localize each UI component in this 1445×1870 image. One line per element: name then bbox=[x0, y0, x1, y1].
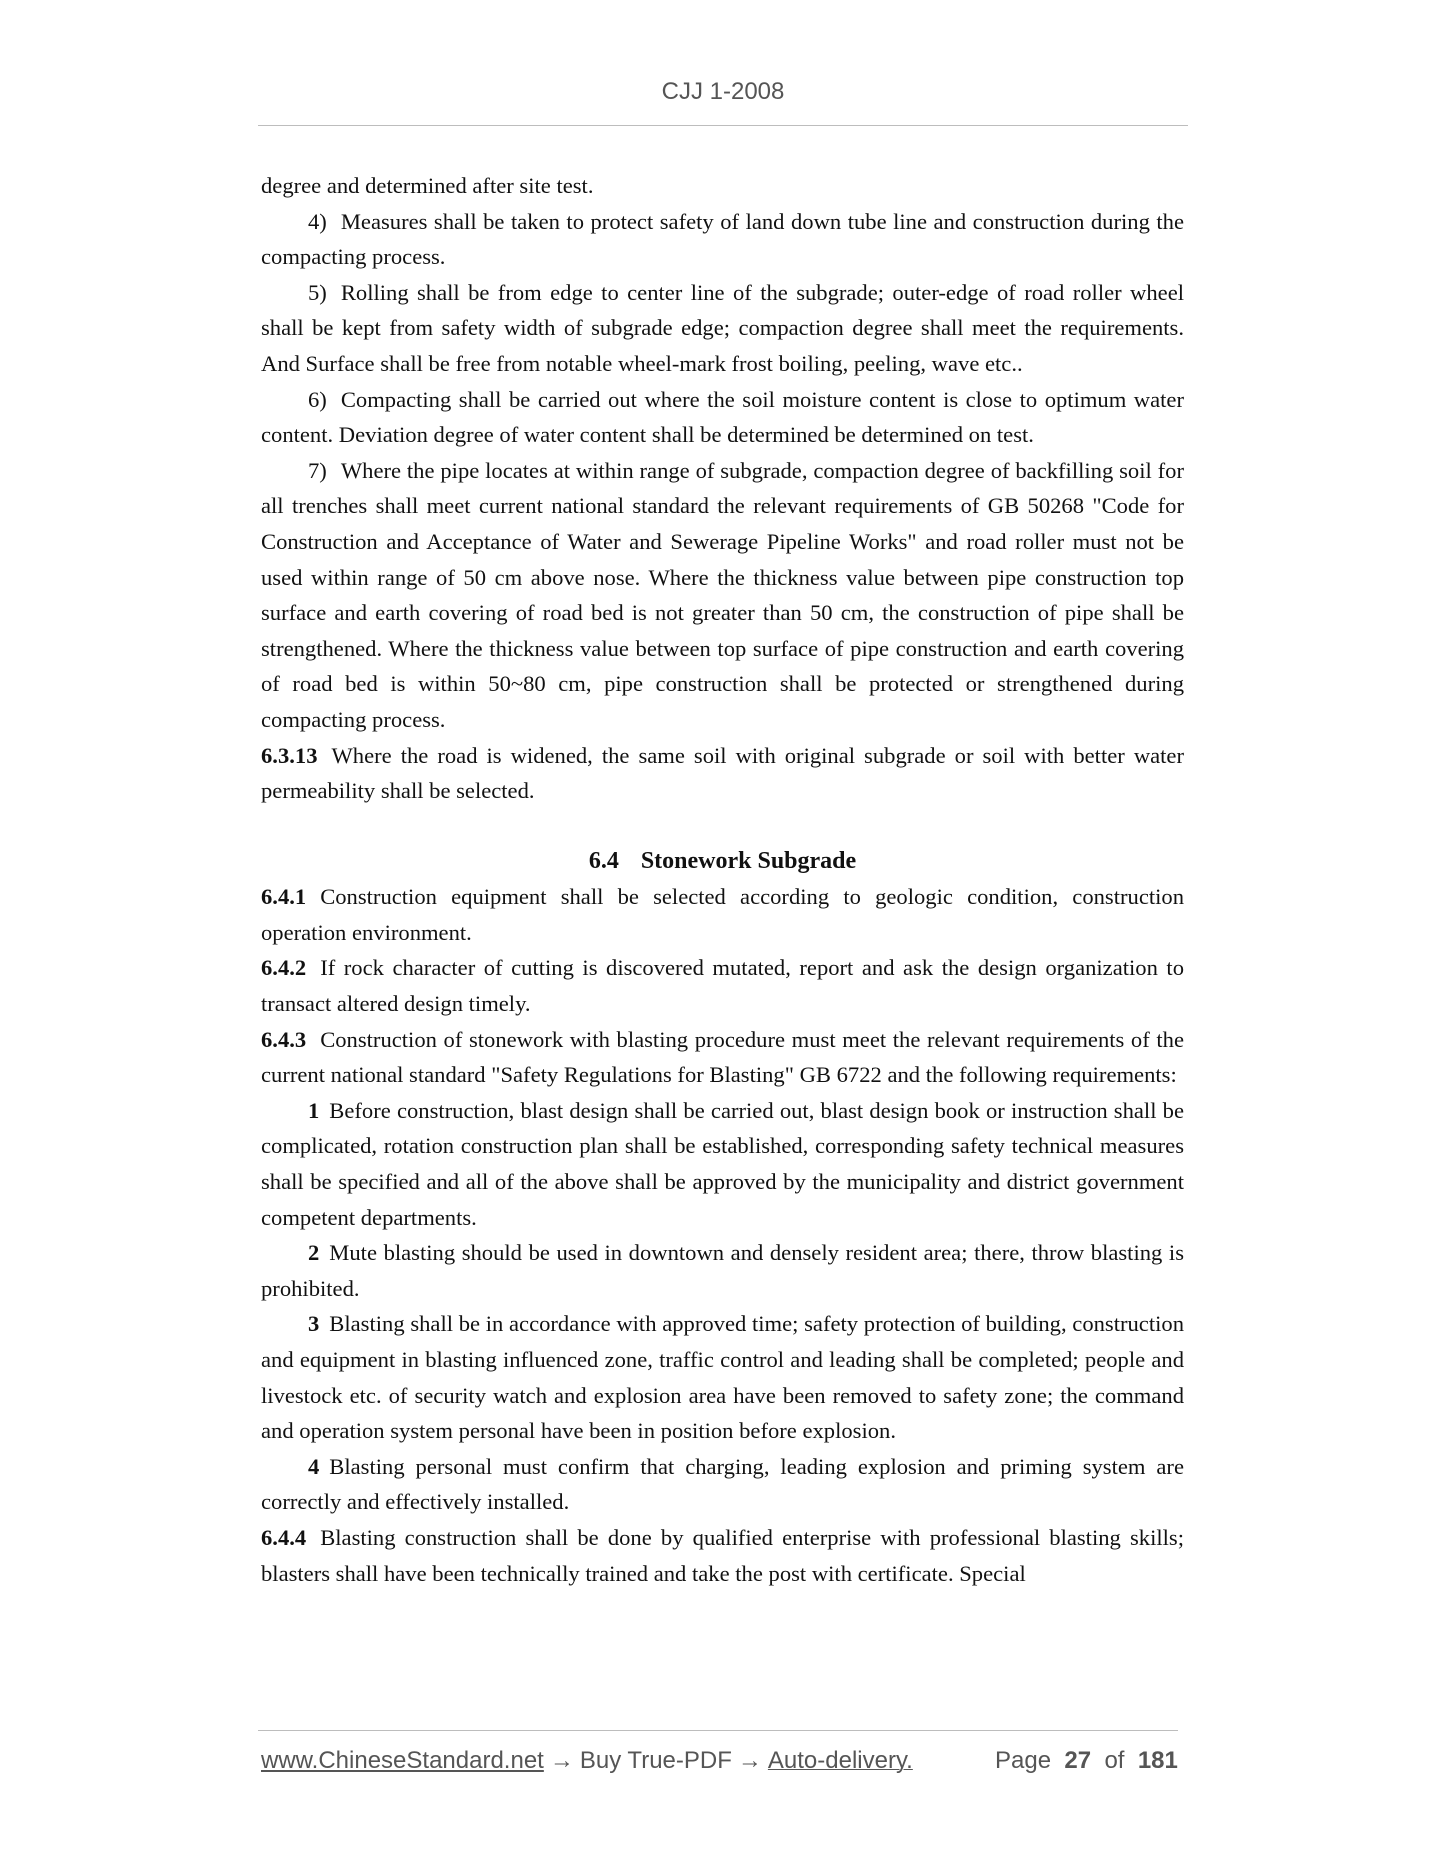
clause-6-4-3 bbox=[261, 1022, 1184, 1093]
list-item bbox=[261, 275, 1184, 382]
list-item bbox=[261, 1093, 1184, 1235]
clause-text: Where the road is widened, the same soil with original subgrade or soil with better water permeability shall be selected. bbox=[261, 742, 1184, 804]
item-number: 3 bbox=[308, 1311, 320, 1337]
current-page: 27 bbox=[1064, 1747, 1092, 1774]
clause-6-4-2 bbox=[261, 950, 1184, 1021]
list-item bbox=[261, 1235, 1184, 1306]
site-link[interactable]: www.ChineseStandard.net bbox=[261, 1747, 544, 1774]
item-text: Before construction, blast design shall be carried out, blast design book or instruction shall be complicated, rotation construction plan shall be established, corresponding safety technical measures shall be specified and all of the above shall be approved by the municipality and district government competent departments. bbox=[261, 1097, 1184, 1230]
item-text: Mute blasting should be used in downtown and densely resident area; there, throw blasting is prohibited. bbox=[261, 1240, 1184, 1301]
page-of-label: of bbox=[1104, 1747, 1125, 1774]
clause-text: Construction equipment shall be selected according to geologic condition, construction operation environment. bbox=[261, 884, 1184, 945]
clause-text: Blasting construction shall be done by qualified enterprise with professional blasting skills; blasters shall have been technically trained and take the post with certificate. Special bbox=[261, 1524, 1184, 1586]
buy-true-pdf-link[interactable]: Buy True-PDF bbox=[579, 1747, 732, 1774]
section-heading bbox=[261, 844, 1184, 880]
item-number: 2 bbox=[308, 1240, 320, 1266]
clause-number: 6.4.2 bbox=[261, 955, 307, 981]
page-footer bbox=[261, 1747, 1181, 1775]
item-number: 4 bbox=[308, 1453, 320, 1479]
item-text: Rolling shall be from edge to center line of the subgrade; outer-edge of road roller wheel shall be kept from safety width of subgrade edge; compaction degree shall meet the requirements. And Surface shall be free from notable wheel-mark frost boiling, peeling, wave etc.. bbox=[261, 279, 1184, 376]
section-title: Stonework Subgrade bbox=[640, 847, 857, 874]
clause-number: 6.4.3 bbox=[261, 1026, 307, 1052]
clause-6-4-4 bbox=[261, 1520, 1184, 1591]
list-item bbox=[261, 1306, 1184, 1448]
clause-number: 6.4.1 bbox=[261, 884, 307, 910]
item-number: 7) bbox=[308, 457, 327, 483]
page-header: CJJ 1-2008 bbox=[661, 78, 785, 105]
arrow-right-icon: → bbox=[549, 1747, 574, 1774]
list-item bbox=[261, 453, 1184, 738]
item-number: 5) bbox=[308, 279, 327, 305]
section-number: 6.4 bbox=[588, 847, 619, 874]
item-text: Measures shall be taken to protect safety of land down tube line and construction during the compacting process. bbox=[261, 208, 1184, 270]
list-item bbox=[261, 204, 1184, 275]
item-number: 1 bbox=[308, 1097, 320, 1123]
item-text: Compacting shall be carried out where the soil moisture content is close to optimum water content. Deviation degree of water content shall be determined be determined on test. bbox=[261, 386, 1184, 448]
auto-delivery-text: Auto-delivery. bbox=[767, 1747, 913, 1774]
clause-6-4-1 bbox=[261, 879, 1184, 950]
list-item bbox=[261, 1449, 1184, 1520]
clause-text: If rock character of cutting is discovered mutated, report and ask the design organization to transact altered design timely. bbox=[261, 955, 1184, 1017]
item-number: 6) bbox=[308, 386, 327, 412]
total-pages: 181 bbox=[1137, 1747, 1178, 1774]
page-label: Page bbox=[995, 1747, 1052, 1774]
clause-number: 6.3.13 bbox=[261, 742, 318, 768]
list-item bbox=[261, 382, 1184, 453]
page-body bbox=[261, 168, 1184, 1591]
item-number: 4) bbox=[308, 208, 327, 234]
item-text: Blasting personal must confirm that charging, leading explosion and priming system are correctly and effectively installed. bbox=[261, 1453, 1184, 1515]
item-text: Where the pipe locates at within range of subgrade, compaction degree of backfilling soil for all trenches shall meet current national standard the relevant requirements of GB 50268 "Code for Construction and Acceptance of Water and Sewerage Pipeline Works" and road roller must not be used within range of 50 cm above nose. Where the thickness value between pipe construction top surface and earth covering of road bed is not greater than 50 cm, the construction of pipe shall be strengthened. Where the thickness value between top surface of pipe construction and earth covering of road bed is within 50~80 cm, pipe construction shall be protected or strengthened during compacting process. bbox=[261, 457, 1184, 732]
footer-divider bbox=[258, 1730, 1178, 1731]
header-divider bbox=[258, 125, 1188, 126]
clause-number: 6.4.4 bbox=[261, 1524, 307, 1550]
page-number bbox=[995, 1747, 1178, 1775]
clause-6-3-13 bbox=[261, 738, 1184, 809]
continued-paragraph: degree and determined after site test. bbox=[261, 173, 594, 198]
clause-text: Construction of stonework with blasting procedure must meet the relevant requirements of the current national standard "Safety Regulations for Blasting" GB 6722 and the following requirements: bbox=[261, 1026, 1184, 1088]
arrow-right-icon: → bbox=[737, 1747, 762, 1774]
item-text: Blasting shall be in accordance with approved time; safety protection of building, construction and equipment in blasting influenced zone, traffic control and leading shall be completed; people and livestock etc. of security watch and explosion area have been removed to safety zone; the command and operation system personal have been in position before explosion. bbox=[261, 1311, 1184, 1444]
